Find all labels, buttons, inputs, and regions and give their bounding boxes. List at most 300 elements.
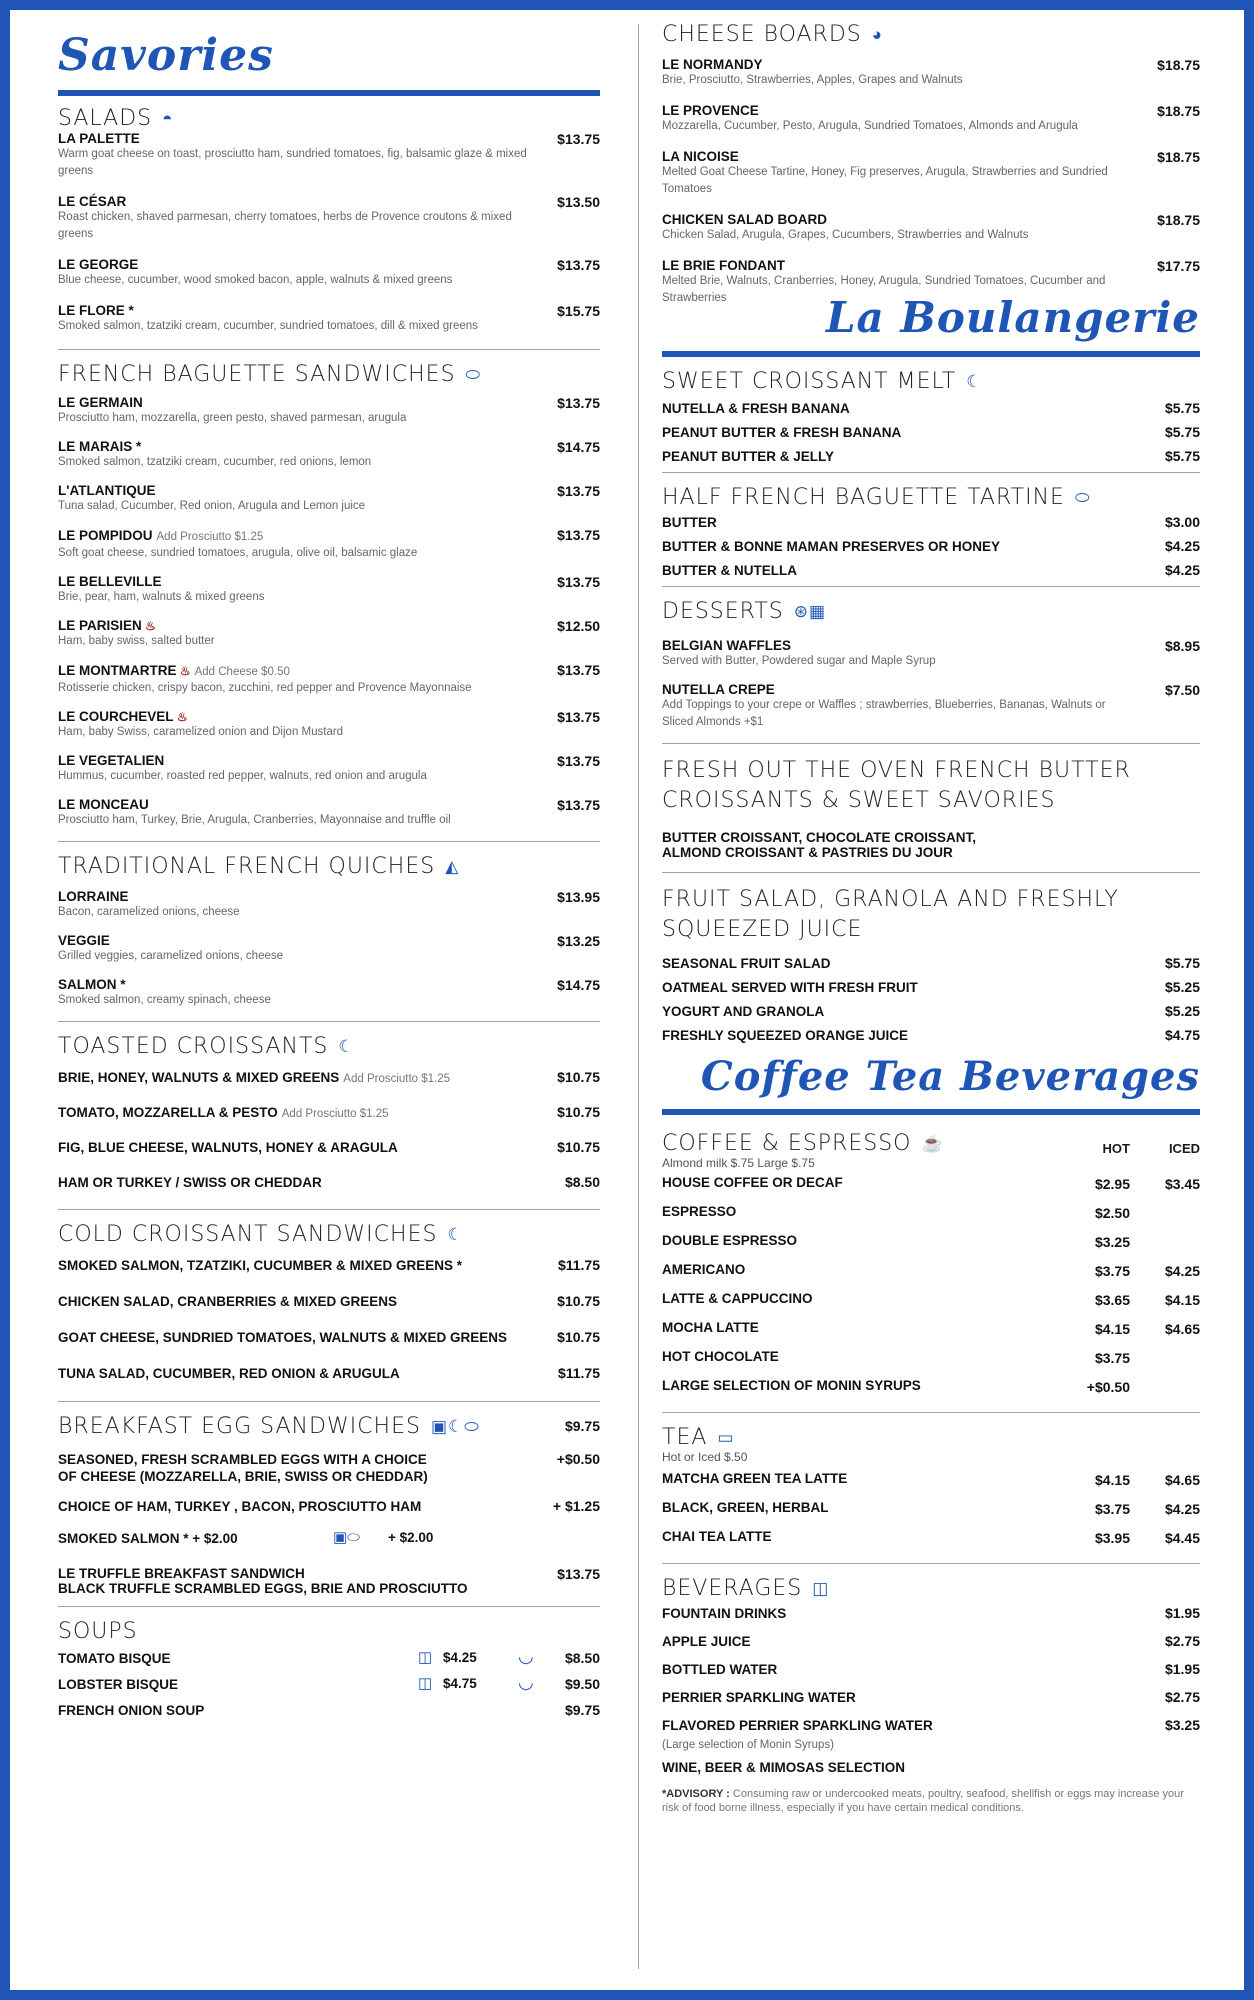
item-price: $4.25 <box>1164 562 1200 578</box>
item-description: Bacon, caramelized onions, cheese <box>58 906 240 918</box>
menu-item <box>662 1290 1200 1319</box>
baguettes-heading: FRENCH BAGUETTE SANDWICHES ⬭ <box>58 362 482 387</box>
menu-item <box>662 258 1200 307</box>
item-name: LE BRIE FONDANT <box>662 258 785 273</box>
breakfast-base-price: $9.75 <box>564 1418 600 1434</box>
item-price: $5.75 <box>1164 955 1200 971</box>
desserts-heading: DESSERTS ⊛▦ <box>662 599 827 624</box>
menu-item <box>58 889 600 921</box>
item-name: ESPRESSO <box>662 1204 737 1219</box>
cup-price: $4.75 <box>443 1676 477 1691</box>
drink-icon: ◫ <box>812 1578 830 1599</box>
bowl-price: $8.50 <box>564 1650 600 1666</box>
item-price: + $1.25 <box>552 1498 600 1514</box>
hot-price: $2.95 <box>1094 1176 1130 1192</box>
menu-item <box>58 1498 600 1516</box>
menu-item <box>58 618 600 650</box>
menu-item <box>58 662 600 697</box>
menu-item <box>662 1319 1200 1348</box>
item-name: PEANUT BUTTER & JELLY <box>662 449 835 464</box>
coffee-heading-row <box>662 1131 1200 1170</box>
hot-price: $3.95 <box>1094 1530 1130 1546</box>
item-description: Blue cheese, cucumber, wood smoked bacon, apple, walnuts & mixed greens <box>58 274 453 286</box>
item-price: $3.00 <box>1164 514 1200 530</box>
item-name: OATMEAL SERVED WITH FRESH FRUIT <box>662 980 918 995</box>
item-price: $11.75 <box>557 1257 600 1273</box>
item-price: $10.75 <box>557 1293 600 1309</box>
iced-price: $4.45 <box>1164 1530 1200 1546</box>
item-price: $13.95 <box>557 889 600 905</box>
menu-item <box>662 1027 1200 1045</box>
item-name: TOMATO, MOZZARELLA & PESTO <box>58 1105 278 1120</box>
quiches-heading: TRADITIONAL FRENCH QUICHES ◭ <box>58 854 460 879</box>
right-column <box>662 22 1200 1815</box>
menu-item <box>58 1139 600 1157</box>
item-description: Ham, baby swiss, salted butter <box>58 635 215 647</box>
menu-item <box>58 131 600 180</box>
menu-item <box>662 1717 1200 1735</box>
item-price: $5.75 <box>1164 400 1200 416</box>
iced-price: $4.25 <box>1164 1263 1200 1279</box>
item-name: DOUBLE ESPRESSO <box>662 1233 798 1248</box>
menu-item <box>58 439 600 471</box>
item-price: $18.75 <box>1157 103 1200 119</box>
soups-list <box>58 1646 600 1728</box>
menu-item <box>662 1232 1200 1261</box>
item-name: BRIE, HONEY, WALNUTS & MIXED GREENS <box>58 1070 340 1085</box>
item-price: $13.50 <box>557 194 600 210</box>
item-description: Melted Goat Cheese Tartine, Honey, Fig preserves, Arugula, Strawberries and Sundried Tomatoes <box>662 166 1108 195</box>
advisory: *ADVISORY : Consuming raw or undercooked meats, poultry, seafood, shellfish or eggs may increase your risk of food borne illness, especially if you have certain medical conditions. <box>662 1788 1184 1814</box>
iced-price: $3.45 <box>1164 1176 1200 1192</box>
item-price: $8.95 <box>1164 638 1200 654</box>
hot-price: $3.25 <box>1094 1234 1130 1250</box>
croissant-icon: ☾ <box>966 371 983 392</box>
hot-label: HOT <box>1102 1141 1130 1156</box>
breakfast-heading-row <box>58 1414 600 1439</box>
item-price: $10.75 <box>557 1069 600 1085</box>
soups-heading: SOUPS <box>58 1619 138 1644</box>
item-name-line2: OF CHEESE (MOZZARELLA, BRIE, SWISS OR CHEDDAR) <box>58 1469 428 1484</box>
item-description: Chicken Salad, Arugula, Grapes, Cucumbers, Strawberries and Walnuts <box>662 229 1029 241</box>
item-name: SEASONED, FRESH SCRAMBLED EGGS WITH A CHOICE <box>58 1452 427 1467</box>
item-price: $12.50 <box>557 618 600 634</box>
item-name: LE MONTMARTRE ♨ <box>58 663 191 678</box>
menu-item <box>58 1257 600 1275</box>
salad-bowl-icon: ◓ <box>162 108 174 129</box>
item-price: $10.75 <box>557 1329 600 1345</box>
beverages-bar <box>662 1109 1200 1115</box>
item-name: LA PALETTE <box>58 131 140 146</box>
truffle-item: LE TRUFFLE BREAKFAST SANDWICH BLACK TRUFFLE SCRAMBLED EGGS, BRIE AND PROSCIUTTO $13.75 <box>58 1566 600 1596</box>
tea-sub: Hot or Iced $.50 <box>662 1450 748 1464</box>
salads-heading: SALADS ◓ <box>58 106 174 131</box>
flame-icon: ♨ <box>176 664 191 678</box>
menu-item <box>58 1293 600 1311</box>
menu-item <box>58 797 600 829</box>
item-name: MOCHA LATTE <box>662 1320 759 1335</box>
quiches-list <box>58 889 600 1009</box>
item-name: CHOICE OF HAM, TURKEY , BACON, PROSCIUTTO HAM <box>58 1499 422 1514</box>
column-divider <box>638 24 639 1969</box>
item-description: Melted Brie, Walnuts, Cranberries, Honey, Arugula, Sundried Tomatoes, Cucumber and Strawberries <box>662 275 1106 304</box>
toasted-heading: TOASTED CROISSANTS ☾ <box>58 1034 355 1059</box>
item-name: BUTTER & NUTELLA <box>662 563 797 578</box>
item-price: $13.75 <box>557 662 600 678</box>
hot-price: $3.75 <box>1094 1263 1130 1279</box>
croissant-icon: ☾ <box>338 1036 355 1057</box>
item-name: LE GERMAIN <box>58 395 143 410</box>
item-description: Smoked salmon, tzatziki cream, cucumber, red onions, lemon <box>58 456 372 468</box>
item-name: BUTTER <box>662 515 717 530</box>
flame-icon: ♨ <box>173 710 188 724</box>
soup-row <box>58 1672 600 1702</box>
item-price: $8.50 <box>564 1174 600 1190</box>
item-description: Grilled veggies, caramelized onions, cheese <box>58 950 284 962</box>
breakfast-list <box>58 1451 600 1516</box>
flame-icon: ♨ <box>141 619 156 633</box>
item-price: $2.75 <box>1164 1689 1200 1705</box>
item-name: GOAT CHEESE, SUNDRIED TOMATOES, WALNUTS & MIXED GREENS <box>58 1330 508 1345</box>
item-name: BLACK, GREEN, HERBAL <box>662 1500 829 1515</box>
sweet-list <box>662 400 1200 466</box>
item-name: LORRAINE <box>58 889 129 904</box>
item-name: LE MONCEAU <box>58 797 149 812</box>
item-name: FOUNTAIN DRINKS <box>662 1606 787 1621</box>
item-name: FLAVORED PERRIER SPARKLING WATER <box>662 1718 933 1733</box>
item-description: Add Toppings to your crepe or Waffles ; strawberries, Blueberries, Bananas, Walnuts or Sliced Almonds +$1 <box>662 699 1106 728</box>
menu-item <box>58 527 600 562</box>
menu-item <box>58 574 600 606</box>
menu-item <box>662 149 1200 198</box>
item-name: LE PARISIEN ♨ <box>58 618 156 633</box>
beverages-title: Coffee Tea Beverages <box>700 1053 1200 1100</box>
tartine-heading: HALF FRENCH BAGUETTE TARTINE ⬭ <box>662 485 1091 510</box>
item-price: $1.95 <box>1164 1605 1200 1621</box>
item-description: Smoked salmon, tzatziki cream, cucumber, sundried tomatoes, dill & mixed greens <box>58 320 478 332</box>
item-name: SEASONAL FRUIT SALAD <box>662 956 831 971</box>
menu-item <box>662 538 1200 556</box>
oven-line-1: BUTTER CROISSANT, CHOCOLATE CROISSANT, <box>662 830 977 845</box>
baguette-icon: ⬭ <box>465 364 482 385</box>
item-name: L'ATLANTIQUE <box>58 483 156 498</box>
item-description: Mozzarella, Cucumber, Pesto, Arugula, Sundried Tomatoes, Almonds and Arugula <box>662 120 1078 132</box>
menu-item <box>662 400 1200 418</box>
menu-item <box>58 1104 600 1122</box>
item-description: Soft goat cheese, sundried tomatoes, arugula, olive oil, balsamic glaze <box>58 547 418 559</box>
tartine-list <box>662 514 1200 580</box>
item-name: AMERICANO <box>662 1262 746 1277</box>
menu-item <box>58 977 600 1009</box>
menu-item <box>58 933 600 965</box>
item-description: Served with Butter, Powdered sugar and Maple Syrup <box>662 655 936 667</box>
menu-item <box>58 257 600 289</box>
item-name: BOTTLED WATER <box>662 1662 778 1677</box>
menu-item <box>662 1377 1200 1406</box>
item-price: $18.75 <box>1157 212 1200 228</box>
item-price: $10.75 <box>557 1139 600 1155</box>
menu-item <box>58 483 600 515</box>
item-addon: Add Cheese $0.50 <box>194 666 290 678</box>
boulangerie-title: La Boulangerie <box>825 293 1200 342</box>
coffee-cup-icon: ☕ <box>921 1133 944 1154</box>
soup-name: FRENCH ONION SOUP <box>58 1703 205 1718</box>
item-price: $2.75 <box>1164 1633 1200 1649</box>
bev-list <box>662 1605 1200 1735</box>
item-name: VEGGIE <box>58 933 110 948</box>
item-name: HOUSE COFFEE OR DECAF <box>662 1175 843 1190</box>
iced-price: $4.65 <box>1164 1321 1200 1337</box>
breakfast-heading: BREAKFAST EGG SANDWICHES ▣☾⬭ <box>58 1414 480 1439</box>
breakfast-salmon-row: SMOKED SALMON * + $2.00 ▣⬭ + $2.00 <box>58 1529 434 1546</box>
item-price: $13.75 <box>557 753 600 769</box>
menu-item <box>662 1348 1200 1377</box>
item-name: LARGE SELECTION OF MONIN SYRUPS <box>662 1378 921 1393</box>
fruit-list <box>662 955 1200 1045</box>
savories-title: Savories <box>58 30 274 81</box>
menu-item <box>58 1174 600 1192</box>
item-price: $5.75 <box>1164 424 1200 440</box>
item-price: $5.75 <box>1164 448 1200 464</box>
hot-price: $3.75 <box>1094 1350 1130 1366</box>
soup-name: TOMATO BISQUE <box>58 1651 171 1666</box>
cold-heading: COLD CROISSANT SANDWICHES ☾ <box>58 1222 464 1247</box>
item-name: TUNA SALAD, CUCUMBER, RED ONION & ARUGULA <box>58 1366 400 1381</box>
item-price: $14.75 <box>557 977 600 993</box>
item-name: HAM OR TURKEY / SWISS OR CHEDDAR <box>58 1175 322 1190</box>
menu-item <box>58 1069 600 1087</box>
item-description: Prosciutto ham, mozzarella, green pesto, shaved parmesan, arugula <box>58 412 407 424</box>
desserts-list <box>662 638 1200 731</box>
menu-item <box>58 753 600 785</box>
menu-item <box>58 1451 600 1484</box>
coffee-list <box>662 1174 1200 1406</box>
salads-list <box>58 131 600 335</box>
item-description: Hummus, cucumber, roasted red pepper, walnuts, red onion and arugula <box>58 770 427 782</box>
item-name: YOGURT AND GRANOLA <box>662 1004 825 1019</box>
item-description: Roast chicken, shaved parmesan, cherry tomatoes, herbs de Provence croutons & mixed greens <box>58 211 512 240</box>
hot-price: $2.50 <box>1094 1205 1130 1221</box>
oven-heading: FRESH OUT THE OVEN FRENCH BUTTER CROISSANTS & SWEET SAVORIES <box>662 758 1131 813</box>
item-name: NUTELLA CREPE <box>662 682 775 697</box>
menu-item <box>662 1661 1200 1679</box>
menu-item <box>662 682 1200 731</box>
menu-page <box>10 10 1244 1990</box>
iced-price: $4.25 <box>1164 1501 1200 1517</box>
item-price: $4.25 <box>1164 538 1200 554</box>
hot-price: +$0.50 <box>1086 1379 1130 1395</box>
item-name: LE NORMANDY <box>662 57 763 72</box>
tea-icon: ▭ <box>717 1427 735 1448</box>
soup-name: LOBSTER BISQUE <box>58 1677 179 1692</box>
item-price: $7.50 <box>1164 682 1200 698</box>
item-price: $13.75 <box>557 527 600 543</box>
menu-item <box>662 1605 1200 1623</box>
item-name: CHICKEN SALAD BOARD <box>662 212 827 227</box>
iced-price: $4.15 <box>1164 1292 1200 1308</box>
item-name: LE VEGETALIEN <box>58 753 165 768</box>
tea-list <box>662 1470 1200 1557</box>
item-name: SMOKED SALMON, TZATZIKI, CUCUMBER & MIXED GREENS * <box>58 1258 463 1273</box>
quiche-slice-icon: ◭ <box>445 856 460 877</box>
item-price: $13.75 <box>557 709 600 725</box>
coffee-heading: COFFEE & ESPRESSO ☕ <box>662 1131 944 1156</box>
item-price: $3.25 <box>1164 1717 1200 1733</box>
hot-price: $4.15 <box>1094 1321 1130 1337</box>
item-description: Rotisserie chicken, crispy bacon, zucchini, red pepper and Provence Mayonnaise <box>58 682 472 694</box>
menu-item <box>58 709 600 741</box>
item-description: Ham, baby Swiss, caramelized onion and Dijon Mustard <box>58 726 344 738</box>
item-price: $11.75 <box>557 1365 600 1381</box>
item-name: LE COURCHEVEL ♨ <box>58 709 188 724</box>
item-name: NUTELLA & FRESH BANANA <box>662 401 850 416</box>
toasted-list <box>58 1069 600 1192</box>
item-name: LE MARAIS * <box>58 439 142 454</box>
cold-list <box>58 1257 600 1383</box>
bowl-icon: ◡ <box>518 1672 534 1692</box>
title-bar <box>58 90 600 96</box>
menu-item <box>662 1174 1200 1203</box>
item-price: $5.25 <box>1164 1003 1200 1019</box>
item-name: LE POMPIDOU <box>58 528 153 543</box>
oven-line-2: ALMOND CROISSANT & PASTRIES DU JOUR <box>662 845 953 860</box>
item-price: +$0.50 <box>556 1451 600 1467</box>
baguettes-list <box>58 395 600 829</box>
waffle-icon: ⊛▦ <box>793 601 827 622</box>
bowl-icon: ◡ <box>518 1646 534 1666</box>
item-name: LE PROVENCE <box>662 103 759 118</box>
item-name: LA NICOISE <box>662 149 739 164</box>
bowl-price: $9.75 <box>564 1702 600 1718</box>
bev-note: (Large selection of Monin Syrups) <box>662 1739 834 1751</box>
item-price: $13.75 <box>557 257 600 273</box>
boulangerie-bar <box>662 351 1200 357</box>
bowl-price: $9.50 <box>564 1676 600 1692</box>
soup-row <box>58 1702 600 1728</box>
coffee-sub: Almond milk $.75 Large $.75 <box>662 1156 815 1170</box>
item-name: CHAI TEA LATTE <box>662 1529 772 1544</box>
tea-heading: TEA ▭ <box>662 1425 735 1450</box>
item-price: $13.75 <box>557 131 600 147</box>
cup-icon: ◫ <box>418 1649 433 1666</box>
menu-item <box>662 212 1200 244</box>
bread-baguette-icons: ▣⬭ <box>333 1529 360 1546</box>
item-name: LE FLORE * <box>58 303 134 318</box>
iced-price: $4.65 <box>1164 1472 1200 1488</box>
menu-item <box>58 303 600 335</box>
item-price: $13.75 <box>557 395 600 411</box>
item-price: $1.95 <box>1164 1661 1200 1677</box>
item-description: Brie, pear, ham, walnuts & mixed greens <box>58 591 265 603</box>
item-name: CHICKEN SALAD, CRANBERRIES & MIXED GREENS <box>58 1294 398 1309</box>
item-price: $5.25 <box>1164 979 1200 995</box>
cup-price: $4.25 <box>443 1650 477 1665</box>
item-price: $18.75 <box>1157 57 1200 73</box>
item-description: Warm goat cheese on toast, prosciutto ham, sundried tomatoes, fig, balsamic glaze & mixed greens <box>58 148 527 177</box>
item-price: $13.75 <box>557 797 600 813</box>
item-name: FIG, BLUE CHEESE, WALNUTS, HONEY & ARAGULA <box>58 1140 398 1155</box>
menu-item <box>662 448 1200 466</box>
cheese-board-icon: ◕ <box>871 24 884 45</box>
menu-item <box>662 979 1200 997</box>
sweet-heading: SWEET CROISSANT MELT ☾ <box>662 369 983 394</box>
fruit-heading: FRUIT SALAD, GRANOLA AND FRESHLY SQUEEZED JUICE <box>662 887 1119 942</box>
item-name: BUTTER & BONNE MAMAN PRESERVES OR HONEY <box>662 539 1001 554</box>
item-price: $17.75 <box>1157 258 1200 274</box>
menu-item <box>662 103 1200 135</box>
item-description: Brie, Prosciutto, Strawberries, Apples, Grapes and Walnuts <box>662 74 963 86</box>
item-name: PERRIER SPARKLING WATER <box>662 1690 856 1705</box>
croissant-icon: ☾ <box>447 1224 464 1245</box>
item-price: $15.75 <box>557 303 600 319</box>
item-description: Tuna salad, Cucumber, Red onion, Arugula and Lemon juice <box>58 500 366 512</box>
item-addon: Add Prosciutto $1.25 <box>156 531 264 543</box>
menu-item <box>662 1528 1200 1557</box>
item-name: PEANUT BUTTER & FRESH BANANA <box>662 425 902 440</box>
item-name: MATCHA GREEN TEA LATTE <box>662 1471 848 1486</box>
menu-item <box>662 1633 1200 1651</box>
wine-line: WINE, BEER & MIMOSAS SELECTION <box>662 1760 906 1775</box>
menu-item <box>662 562 1200 580</box>
item-addon: Add Prosciutto $1.25 <box>343 1073 451 1085</box>
item-name: LE GEORGE <box>58 257 139 272</box>
hot-price: $3.65 <box>1094 1292 1130 1308</box>
iced-label: ICED <box>1168 1141 1200 1156</box>
menu-item <box>662 424 1200 442</box>
hot-price: $3.75 <box>1094 1501 1130 1517</box>
item-price: $14.75 <box>557 439 600 455</box>
left-column <box>58 28 600 1728</box>
menu-item <box>662 1499 1200 1528</box>
item-name: FRESHLY SQUEEZED ORANGE JUICE <box>662 1028 909 1043</box>
hot-price: $4.15 <box>1094 1472 1130 1488</box>
menu-item <box>58 395 600 427</box>
baguette-icon: ⬭ <box>1074 487 1091 508</box>
item-price: $10.75 <box>557 1104 600 1120</box>
menu-item <box>662 57 1200 89</box>
menu-item <box>662 638 1200 670</box>
menu-item <box>662 1261 1200 1290</box>
item-price: $13.25 <box>557 933 600 949</box>
item-name: HOT CHOCOLATE <box>662 1349 779 1364</box>
item-name: LATTE & CAPPUCCINO <box>662 1291 813 1306</box>
menu-item <box>662 514 1200 532</box>
item-price: $18.75 <box>1157 149 1200 165</box>
item-description: Smoked salmon, creamy spinach, cheese <box>58 994 271 1006</box>
item-name: APPLE JUICE <box>662 1634 751 1649</box>
item-price: $13.75 <box>557 574 600 590</box>
item-price: $13.75 <box>557 483 600 499</box>
item-name: SALMON * <box>58 977 126 992</box>
bev-heading: BEVERAGES ◫ <box>662 1576 830 1601</box>
menu-item <box>58 1365 600 1383</box>
item-description: Prosciutto ham, Turkey, Brie, Arugula, Cranberries, Mayonnaise and truffle oil <box>58 814 451 826</box>
breakfast-icons: ▣☾⬭ <box>430 1416 480 1437</box>
menu-item <box>662 955 1200 973</box>
cup-icon: ◫ <box>418 1675 433 1692</box>
menu-item <box>662 1470 1200 1499</box>
item-name: BELGIAN WAFFLES <box>662 638 791 653</box>
item-addon: Add Prosciutto $1.25 <box>281 1108 389 1120</box>
item-price: $4.75 <box>1164 1027 1200 1043</box>
menu-item <box>662 1003 1200 1021</box>
menu-item <box>58 194 600 243</box>
item-name: LE CÉSAR <box>58 194 127 209</box>
cheese-heading: CHEESE BOARDS ◕ <box>662 22 884 47</box>
item-name: LE BELLEVILLE <box>58 574 162 589</box>
menu-item <box>662 1689 1200 1707</box>
cheese-list <box>662 57 1200 307</box>
